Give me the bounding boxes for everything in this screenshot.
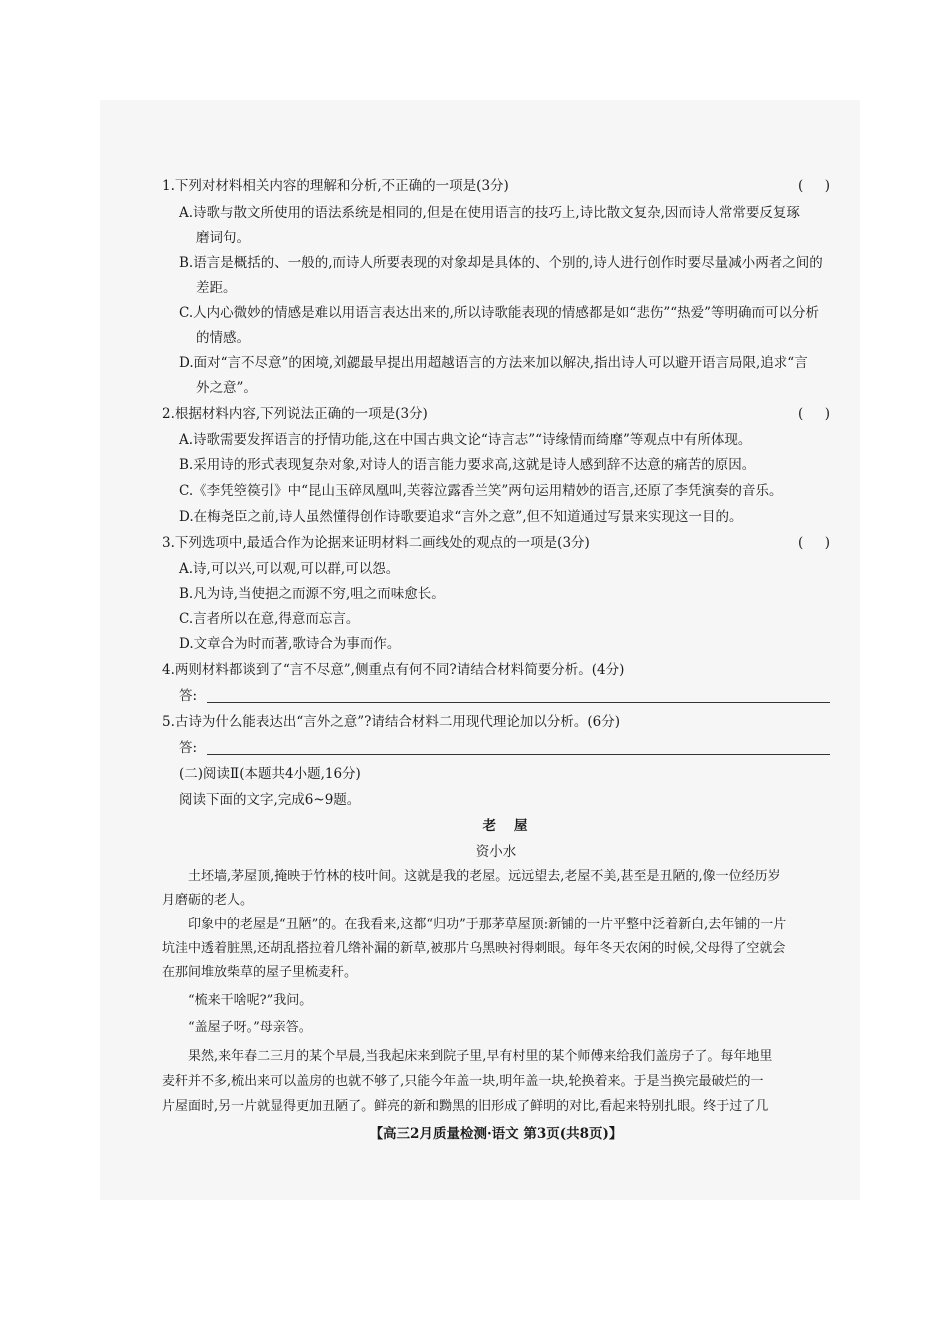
story-p2-line2: 坑洼中透着脏黑,还胡乱搭拉着几绺补漏的新草,被那片乌黑映衬得刺眼。每年冬天农闲的时候,父母得了空就会 [162,941,786,956]
q1-stem: 1.下列对材料相关内容的理解和分析,不正确的一项是(3分) [162,178,509,194]
q1-option-d: D.面对“言不尽意”的困境,刘勰最早提出用超越语言的方法来加以解决,指出诗人可以避开语言局限,追求“言 [179,355,808,371]
q2-option-d: D.在梅尧臣之前,诗人虽然懂得创作诗歌要追求“言外之意”,但不知道通过写景来实现这一目的。 [179,509,743,525]
q5-answer-line[interactable] [179,738,830,758]
page-footer: 【高三2月质量检测·语文 第3页(共8页)】 [369,1126,623,1142]
q3-option-c: C.言者所以在意,得意而忘言。 [179,611,360,627]
q2-option-c: C.《李凭箜篌引》中“昆山玉碎凤凰叫,芙蓉泣露香兰笑”两句运用精妙的语言,还原了李凭演奏的音乐。 [179,483,783,499]
q1-option-a: A.诗歌与散文所使用的语法系统是相同的,但是在使用语言的技巧上,诗比散文复杂,因而诗人常常要反复琢 [179,205,800,221]
q5-stem: 5.古诗为什么能表达出“言外之意”?请结合材料二用现代理论加以分析。(6分) [162,714,621,730]
q1-option-c-cont: 的情感。 [196,330,250,346]
q2-answer-bracket[interactable]: ( ) [798,406,830,422]
q3-answer-bracket[interactable]: ( ) [798,535,830,551]
q2-option-b: B.采用诗的形式表现复杂对象,对诗人的语言能力要求高,这就是诗人感到辞不达意的痛苦的原因。 [179,457,756,473]
story-p1-line2: 月磨砺的老人。 [162,893,254,908]
story-p4: “盖屋子呀。”母亲答。 [188,1020,312,1035]
q3-option-a: A.诗,可以兴,可以观,可以群,可以怨。 [179,561,400,577]
story-p3: “梳来干啥呢?”我问。 [188,993,313,1008]
story-p2-line1: 印象中的老屋是“丑陋”的。在我看来,这都“归功”于那茅草屋顶:新铺的一片平整中泛着新白,去年铺的一片 [188,917,787,932]
q3-option-d: D.文章合为时而著,歌诗合为事而作。 [179,636,401,652]
q3-stem: 3.下列选项中,最适合作为论据来证明材料二画线处的观点的一项是(3分) [162,535,590,551]
q4-answer-label: 答: [179,688,198,704]
q1-option-c: C.人内心微妙的情感是难以用语言表达出来的,所以诗歌能表现的情感都是如“悲伤”“热爱”等明确而可以分析 [179,305,820,321]
q2-stem: 2.根据材料内容,下列说法正确的一项是(3分) [162,406,428,422]
q1-answer-bracket[interactable]: ( ) [798,178,830,194]
q5-answer-label: 答: [179,740,198,756]
story-p2-line3: 在那间堆放柴草的屋子里梳麦秆。 [162,965,358,980]
q1-option-b: B.语言是概括的、一般的,而诗人所要表现的对象却是具体的、个别的,诗人进行创作时要尽量减小两者之间的 [179,255,823,271]
story-p5-line3: 片屋面时,另一片就显得更加丑陋了。鲜亮的新和黝黑的旧形成了鲜明的对比,看起来特别扎眼。终于过了几 [162,1099,769,1114]
q5-answer-rule [207,754,830,755]
story-title: 老屋 [482,818,546,834]
story-p5-line2: 麦秆并不多,梳出来可以盖房的也就不够了,只能今年盖一块,明年盖一块,轮换着来。于是当换完最破烂的一 [162,1074,764,1089]
section-instruction: 阅读下面的文字,完成6~9题。 [179,792,361,808]
story-p1-line1: 土坯墙,茅屋顶,掩映于竹林的枝叶间。这就是我的老屋。远远望去,老屋不美,甚至是丑陋的,像一位经历岁 [188,869,781,884]
q1-option-a-cont: 磨词句。 [196,230,250,246]
q4-stem: 4.两则材料都谈到了“言不尽意”,侧重点有何不同?请结合材料简要分析。(4分) [162,662,625,678]
q1-option-d-cont: 外之意”。 [196,380,257,396]
story-author: 资小水 [475,844,517,860]
q4-answer-line[interactable] [179,686,830,706]
section-heading: (二)阅读Ⅱ(本题共4小题,16分) [179,766,361,782]
story-p5-line1: 果然,来年春二三月的某个早晨,当我起床来到院子里,早有村里的某个师傅来给我们盖房子了。每年地里 [188,1049,773,1064]
q4-answer-rule [207,702,830,703]
q3-option-b: B.凡为诗,当使挹之而源不穷,咀之而味愈长。 [179,586,445,602]
q1-option-b-cont: 差距。 [196,280,237,296]
q2-option-a: A.诗歌需要发挥语言的抒情功能,这在中国古典文论“诗言志”“诗缘情而绮靡”等观点中有所体现。 [179,432,752,448]
